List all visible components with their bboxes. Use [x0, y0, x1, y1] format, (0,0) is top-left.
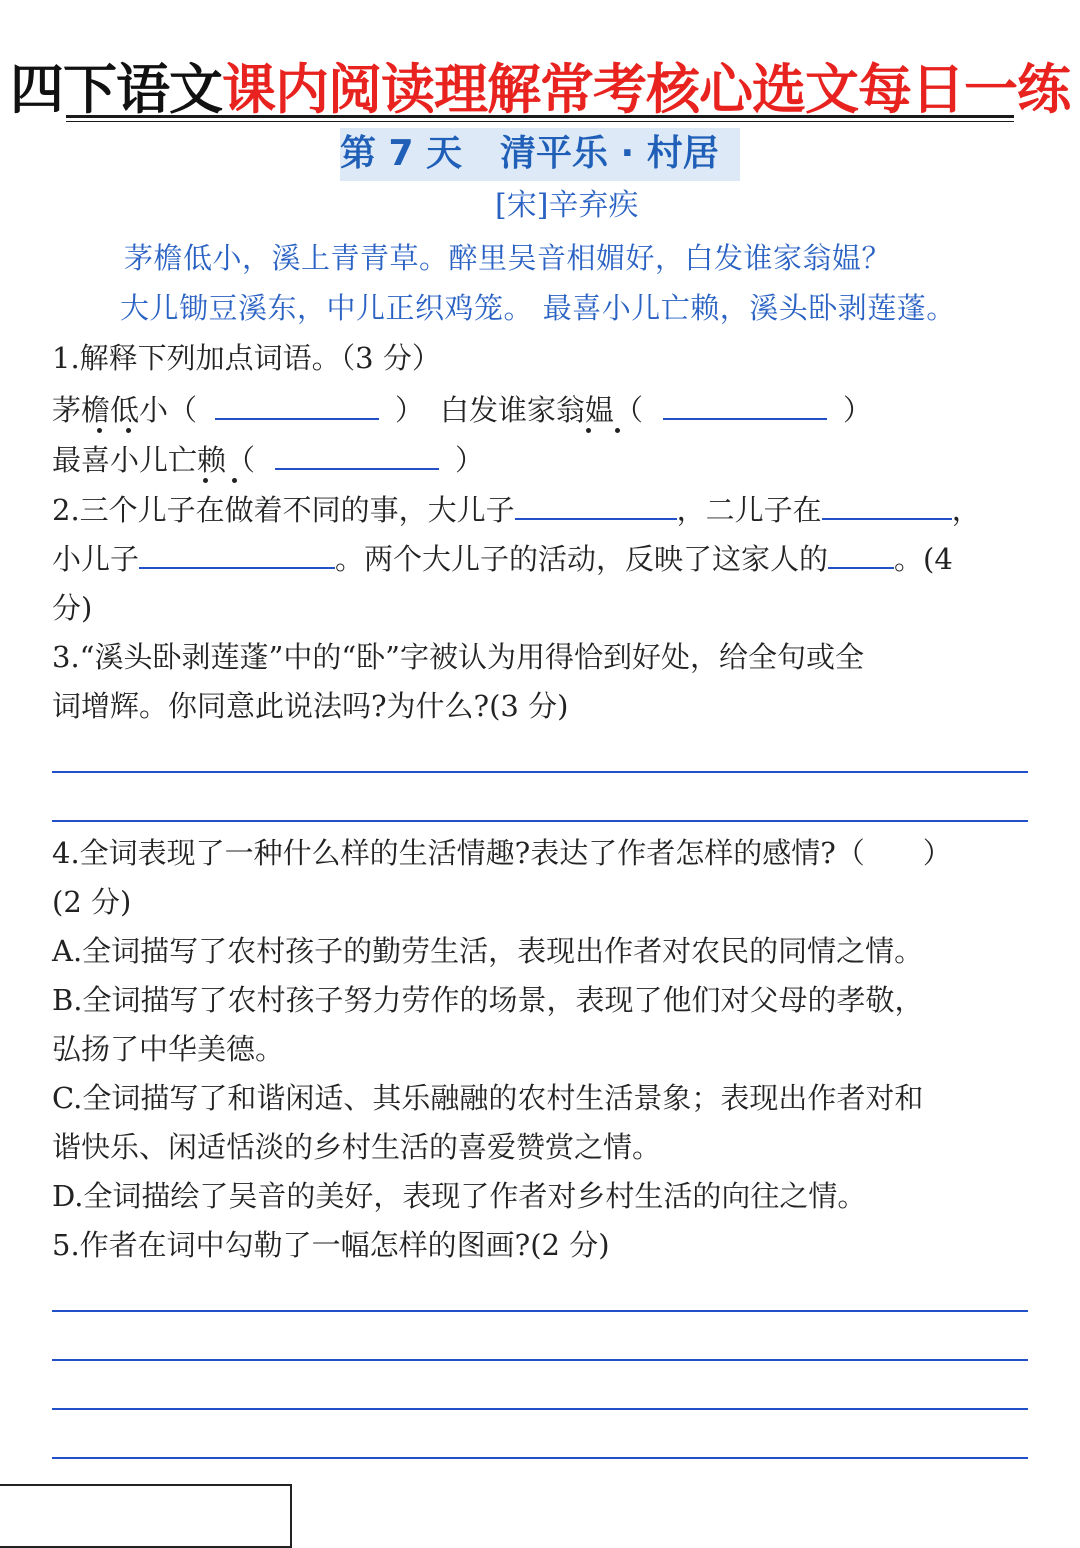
question-3-line-1: 3.“溪头卧剥莲蓬”中的“卧”字被认为用得恰到好处，给全句或全: [52, 640, 864, 674]
page-title: [0, 58, 1080, 122]
item-2-text: 白发谁家翁媪（: [440, 393, 644, 427]
title-grade-subject: 四下语文: [10, 58, 222, 121]
emphasis-dot: [615, 428, 620, 433]
emphasis-dot: [97, 428, 102, 433]
question-1-item-1: [52, 388, 424, 432]
question-1-item-2: [440, 388, 872, 432]
item-3-close: ）: [455, 443, 485, 477]
corner-box: [0, 1484, 292, 1548]
item-2-close: ）: [843, 393, 873, 427]
question-4-line-2: (2 分): [52, 885, 132, 919]
option-c-line-2[interactable]: 谐快乐、闲适恬淡的乡村生活的喜爱赞赏之情。: [52, 1130, 662, 1164]
question-2-line-1: [52, 488, 981, 532]
item-3-blank[interactable]: [275, 438, 439, 470]
title-topic: 课内阅读理解常考核心选文每日一练: [222, 58, 1070, 121]
question-5-prompt: 5.作者在词中勾勒了一幅怎样的图画?(2 分): [52, 1228, 610, 1262]
question-2-line-2: [52, 537, 953, 581]
second-son-blank[interactable]: [822, 488, 952, 520]
q2-text-1: 2.三个儿子在做着不同的事，大儿子: [52, 493, 515, 527]
q5-answer-line-1[interactable]: [52, 1310, 1028, 1312]
q3-answer-line-2[interactable]: [52, 820, 1028, 822]
question-4-line-1: 4.全词表现了一种什么样的生活情趣?表达了作者怎样的感情?（ ）: [52, 836, 952, 870]
title-rule-thin: [66, 121, 1014, 122]
family-trait-blank[interactable]: [828, 537, 894, 569]
q2-text-2: ，二儿子在: [676, 493, 822, 527]
item-3-text: 最喜小儿亡赖（: [52, 443, 256, 477]
q2-text-6: 。(4: [894, 542, 953, 576]
item-2-blank[interactable]: [663, 388, 827, 420]
option-d[interactable]: D.全词描绘了吴音的美好，表现了作者对乡村生活的向往之情。: [52, 1179, 867, 1213]
question-1-prompt: 1.解释下列加点词语。（3 分）: [52, 341, 441, 375]
option-a[interactable]: A.全词描写了农村孩子的勤劳生活，表现出作者对农民的同情之情。: [52, 934, 924, 968]
poem-title: 清平乐 · 村居: [500, 133, 719, 174]
title-rule-thick: [66, 115, 1014, 118]
emphasis-dot: [232, 478, 237, 483]
option-c-line-1[interactable]: C.全词描写了和谐闲适、其乐融融的农村生活景象；表现出作者对和: [52, 1081, 924, 1115]
q3-answer-line-1[interactable]: [52, 771, 1028, 773]
youngest-son-blank[interactable]: [139, 537, 335, 569]
emphasis-dot: [203, 478, 208, 483]
poem-line-2: 大儿锄豆溪东，中儿正织鸡笼。 最喜小儿亡赖，溪头卧剥莲蓬。: [120, 291, 956, 325]
option-b-line-1[interactable]: B.全词描写了农村孩子努力劳作的场景，表现了他们对父母的孝敬，: [52, 983, 924, 1017]
option-b-line-2[interactable]: 弘扬了中华美德。: [52, 1032, 285, 1066]
emphasis-dot: [586, 428, 591, 433]
item-1-text: 茅檐低小（: [52, 393, 198, 427]
item-1-blank[interactable]: [215, 388, 379, 420]
question-3-line-2: 词增辉。你同意此说法吗?为什么?(3 分): [52, 689, 569, 723]
eldest-son-blank[interactable]: [515, 488, 677, 520]
q5-answer-line-2[interactable]: [52, 1359, 1028, 1361]
q2-text-5: 。两个大儿子的活动，反映了这家人的: [335, 542, 829, 576]
q5-answer-line-3[interactable]: [52, 1408, 1028, 1410]
poem-line-1: 茅檐低小，溪上青青草。醉里吴音相媚好，白发谁家翁媪？: [124, 241, 892, 275]
item-1-close: ）: [395, 393, 425, 427]
poem-author: [宋]辛弃疾: [495, 188, 639, 223]
q5-answer-line-4[interactable]: [52, 1457, 1028, 1459]
q2-text-4: 小儿子: [52, 542, 140, 576]
question-1-item-3: [52, 438, 484, 482]
question-2-line-3: 分): [52, 591, 93, 625]
emphasis-dot: [126, 428, 131, 433]
q2-text-3: ，: [951, 493, 981, 527]
day-label: 第 7 天: [340, 133, 463, 174]
